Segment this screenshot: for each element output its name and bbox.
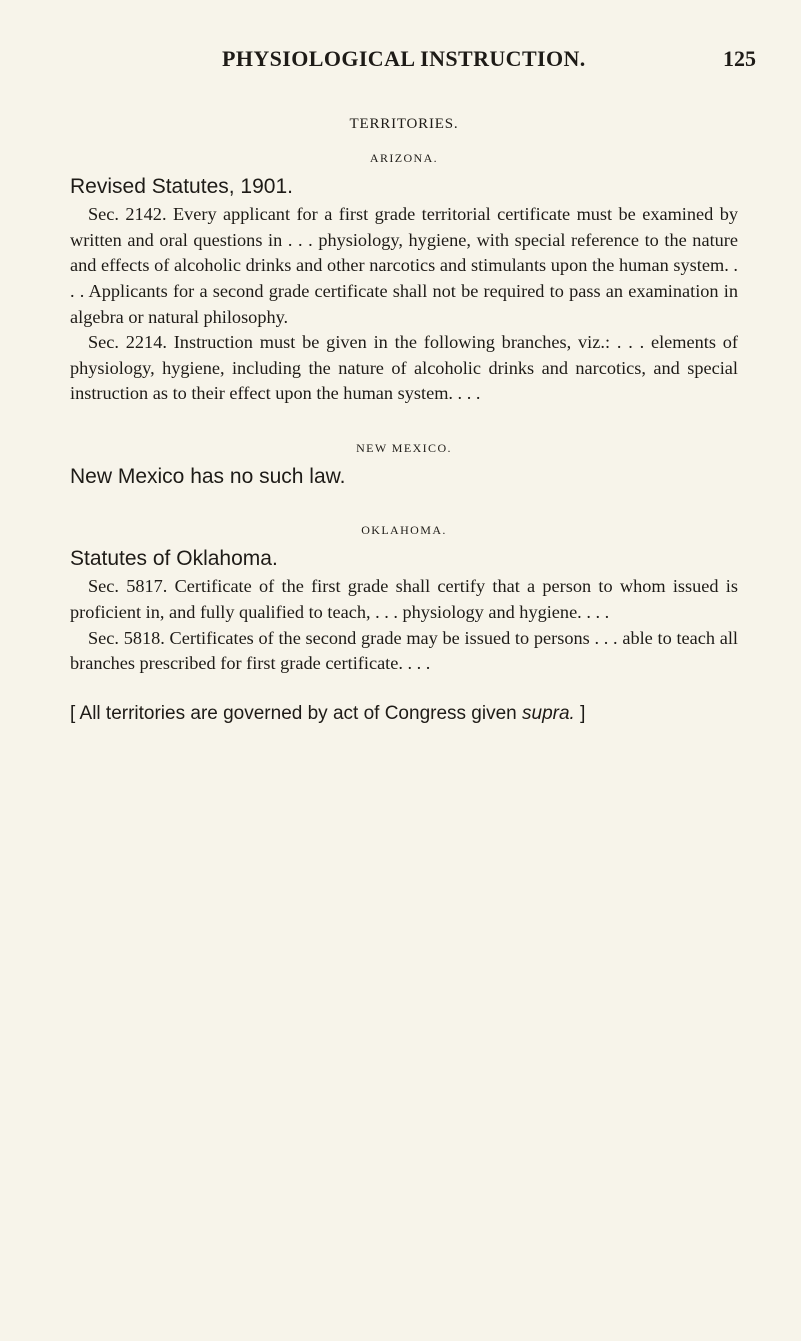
page-number: 125	[723, 46, 756, 71]
oklahoma-statute-title: Statutes of Oklahoma.	[70, 547, 278, 571]
section-gap	[70, 407, 738, 429]
oklahoma-sec-5818: Sec. 5818. Certificates of the second grade may be issued to persons . . . able to teach all branches prescribed for first grade certificate. . . .	[70, 627, 738, 674]
oklahoma-sec-5817: Sec. 5817. Certificate of the first grade shall certify that a person to whom issued is proficient in, and fully qualified to teach, . . . physiology and hygiene. . . .	[70, 576, 738, 623]
arizona-statute-title: Revised Statutes, 1901.	[70, 175, 293, 198]
arizona-sec-2142: Sec. 2142. Every applicant for a first grade territorial certificate must be examined by written and oral questions in . . . physiology, hygiene, with special reference to the nature and effects of alcoholic drinks and other narcotics and stimulants upon the human system. . . . Applicants for a second grade certificate shall not be required to pass an examination in algebra or natural philosophy.	[70, 204, 738, 327]
running-title: PHYSIOLOGICAL INSTRUCTION.	[222, 46, 586, 71]
arizona-sec-2214: Sec. 2214. Instruction must be given in the following branches, viz.: . . . elements of physiology, hygiene, including the nature of alcoholic drinks and narcotics, and special instruction as to their effect upon the human system. . . .	[70, 332, 738, 404]
page-content	[70, 116, 738, 726]
footnote-open: [	[70, 702, 76, 724]
footnote-text: All territories are governed by act of Congress given	[79, 702, 523, 724]
footnote-close: ]	[580, 702, 586, 724]
running-head	[0, 46, 801, 80]
territories-heading: TERRITORIES.	[349, 116, 459, 132]
new-mexico-statement: New Mexico has no such law.	[70, 465, 346, 488]
oklahoma-heading: OKLAHOMA.	[361, 523, 447, 538]
footnote-note	[70, 701, 738, 727]
arizona-heading: ARIZONA.	[369, 151, 439, 165]
footnote-emphasis: supra.	[522, 702, 575, 724]
section-gap	[70, 489, 738, 511]
new-mexico-heading: NEW MEXICO.	[356, 441, 452, 455]
